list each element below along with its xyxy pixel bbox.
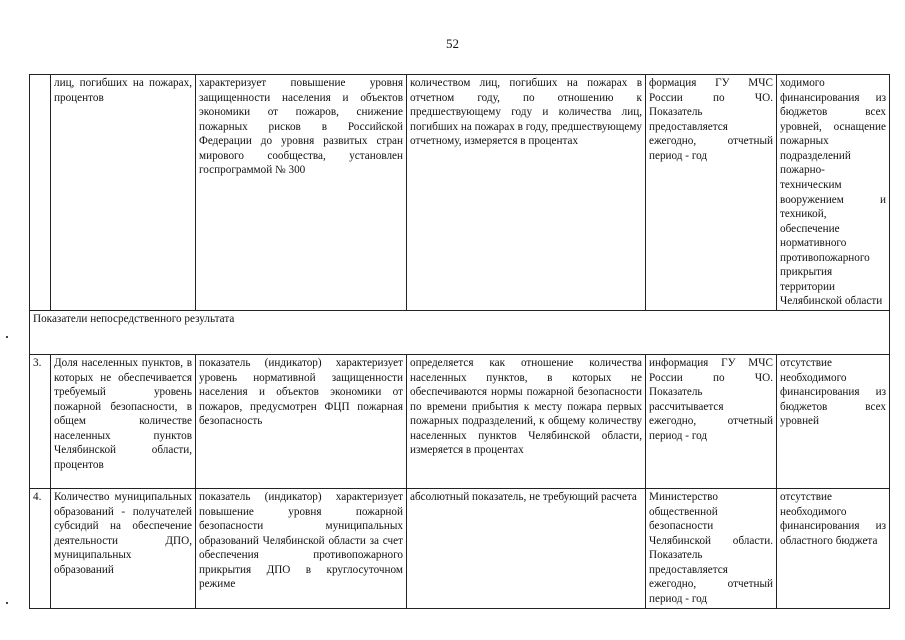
indicator-name-cell: Доля населенных пунктов, в которых не обеспечивается требуемый уровень пожарной безопасности, в общем количестве населенных пунктов Челябинской области, процентов [51, 355, 196, 489]
row-number [30, 75, 51, 311]
indicators-table [29, 74, 890, 609]
row-number: 4. [30, 489, 51, 609]
risk-factors-cell: отсутствие необходимого финансирования из бюджетов всех уровней [777, 355, 890, 489]
section-heading: Показатели непосредственного результата [30, 311, 890, 355]
section-row [30, 311, 890, 355]
page-number: 52 [446, 36, 459, 51]
table-row [30, 75, 890, 311]
row-number: 3. [30, 355, 51, 489]
data-source-cell: информация ГУ МЧС России по ЧО. Показатель рассчитывается ежегодно, отчетный период - год [646, 355, 777, 489]
indicator-name-cell: лиц, погибших на пожарах, процентов [51, 75, 196, 311]
risk-factors-cell: ходимого финансирования из бюджетов всех уровней, оснащение пожарных подразделений пожарно-техническим вооружением и техникой, обеспечение нормативного противопожарного прикрытия территории Челябинской области [777, 75, 890, 311]
data-source-cell: Министерство общественной безопасности Челябинской области. Показатель предоставляется ежегодно, отчетный период - год [646, 489, 777, 609]
data-source-cell: формация ГУ МЧС России по ЧО. Показатель предоставляется ежегодно, отчетный период - год [646, 75, 777, 311]
table-row [30, 355, 890, 489]
characteristic-cell: характеризует повышение уровня защищенности населения и объектов экономики от пожаров, снижение пожарных рисков в Российской Федерации до уровня развитых стран мирового сообщества, установлен госпрограммой № 300 [196, 75, 407, 311]
characteristic-cell: показатель (индикатор) характеризует повышение уровня пожарной безопасности муниципальных образований Челябинской области за счет обеспечения противопожарного прикрытия ДПО в круглосуточном режиме [196, 489, 407, 609]
calculation-method-cell: абсолютный показатель, не требующий расчета [407, 489, 646, 609]
scan-speck [6, 336, 8, 338]
calculation-method-cell: определяется как отношение количества населенных пунктов, в которых не обеспечиваются нормы пожарной безопасности по времени прибытия к месту пожара первых пожарных подразделений, к общему количеству населенных пунктов Челябинской области, измеряется в процентах [407, 355, 646, 489]
risk-factors-cell: отсутствие необходимого финансирования из областного бюджета [777, 489, 890, 609]
characteristic-cell: показатель (индикатор) характеризует уровень нормативной защищенности населения и объектов экономики от пожаров, предусмотрен ФЦП пожарная безопасность [196, 355, 407, 489]
indicator-name-cell: Количество муниципальных образований - получателей субсидий на обеспечение деятельности ДПО, муниципальных образований [51, 489, 196, 609]
scan-speck [6, 602, 8, 604]
table-row [30, 489, 890, 609]
calculation-method-cell: количеством лиц, погибших на пожарах в отчетном году, по отношению к предшествующему году и количества лиц, погибших на пожарах в году, предшествующему отчетному, измеряется в процентах [407, 75, 646, 311]
